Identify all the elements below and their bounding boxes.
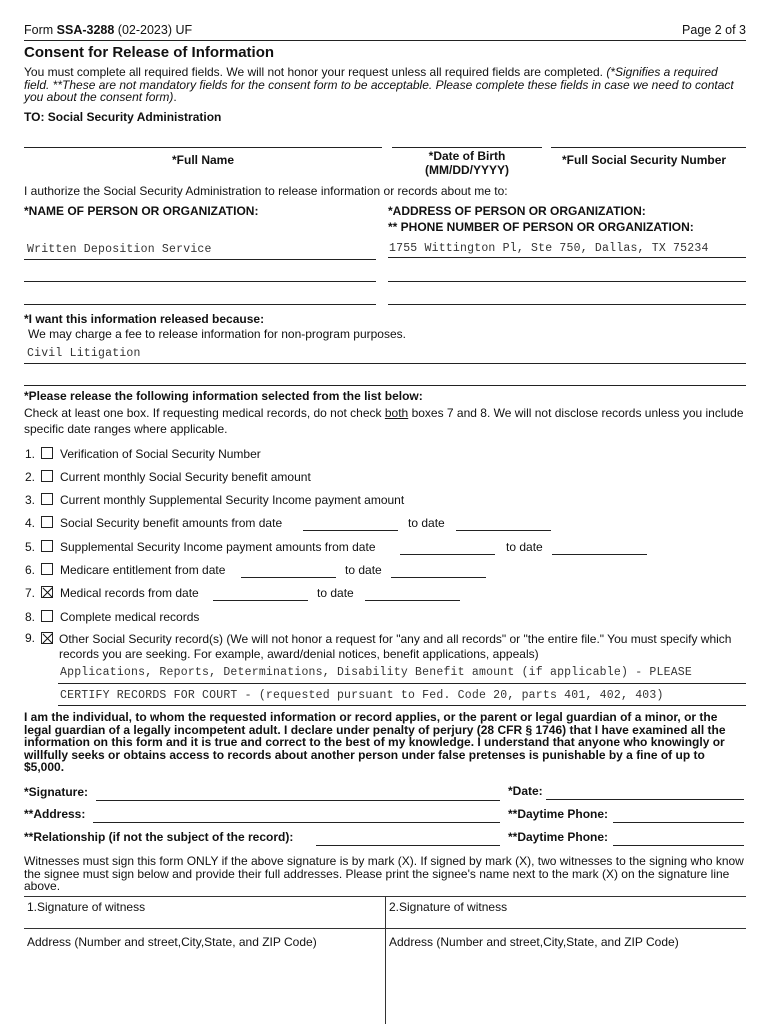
other-records-field-2[interactable] xyxy=(58,705,746,706)
item-5-from-date[interactable] xyxy=(400,554,495,555)
recipient-phone-label: ** PHONE NUMBER OF PERSON OR ORGANIZATION: xyxy=(388,220,694,234)
item-1-label: Verification of Social Security Number xyxy=(60,447,261,461)
full-name-field[interactable] xyxy=(24,147,382,148)
form-number: SSA-3288 xyxy=(56,23,115,37)
recipient-address-value: 1755 Wittington Pl, Ste 750, Dallas, TX 75234 xyxy=(389,242,709,255)
item-6-checkbox[interactable] xyxy=(41,563,53,575)
release-instr-1: Check at least one box. If requesting medical records, do not check xyxy=(24,406,385,420)
item-1-number: 1. xyxy=(25,447,36,461)
form-version: (02-2023) UF xyxy=(114,23,193,37)
witness-2-address-cell[interactable]: Address (Number and street,City,State, and ZIP Code) xyxy=(389,935,679,949)
recipient-address-label: *ADDRESS OF PERSON OR ORGANIZATION: xyxy=(388,204,646,218)
recipient-name-field-1[interactable] xyxy=(24,259,376,260)
intro-end: . xyxy=(173,90,177,104)
item-7-checkbox[interactable] xyxy=(41,586,53,598)
item-4-to-date[interactable] xyxy=(456,530,551,531)
item-4-number: 4. xyxy=(25,516,36,530)
date-label: *Date: xyxy=(508,784,543,798)
relationship-field[interactable] xyxy=(316,845,500,846)
date-field[interactable] xyxy=(546,799,744,800)
item-7-label: Medical records from date xyxy=(60,586,199,600)
dob-field[interactable] xyxy=(392,147,542,148)
item-4-checkbox[interactable] xyxy=(41,516,53,528)
item-4-from-date[interactable] xyxy=(303,530,398,531)
form-prefix: Form xyxy=(24,23,57,37)
dob-label-line-1: *Date of Birth xyxy=(428,149,506,163)
item-7-to-date-label: to date xyxy=(317,586,354,600)
item-8-label: Complete medical records xyxy=(60,610,200,624)
release-instr-2: boxes 7 and 8. We will not disclose records unless you include specific date ranges where applicable. xyxy=(24,406,744,436)
page-number: Page 2 of 3 xyxy=(682,23,746,37)
item-3-label: Current monthly Supplemental Security Income payment amount xyxy=(60,493,405,507)
authorize-text: I authorize the Social Security Administration to release information or records about me to: xyxy=(24,184,508,198)
intro-italic: (*Signifies a required field. **These are not mandatory fields for the consent form to be acceptable. Please complete these fields in case we need to contact you about the consent form) xyxy=(24,65,734,104)
full-name-label: *Full Name xyxy=(172,153,235,167)
witness-table-divider xyxy=(385,896,386,1024)
form-title: Consent for Release of Information xyxy=(24,44,275,61)
to-line: TO: Social Security Administration xyxy=(24,110,222,124)
item-5-to-date-label: to date xyxy=(506,540,543,554)
item-2-label: Current monthly Social Security benefit amount xyxy=(60,470,311,484)
item-3-number: 3. xyxy=(25,493,36,507)
signature-field[interactable] xyxy=(96,800,500,801)
other-records-field-1[interactable] xyxy=(58,683,746,684)
daytime-phone-field-2[interactable] xyxy=(613,845,744,846)
address-field[interactable] xyxy=(93,822,500,823)
witness-2-signature-cell[interactable]: 2.Signature of witness xyxy=(389,900,508,914)
relationship-label: **Relationship (if not the subject of the record): xyxy=(24,830,294,844)
item-6-number: 6. xyxy=(25,563,36,577)
declaration-text: I am the individual, to whom the requested information or record applies, or the parent or legal guardian of a minor, or the legal guardian of a legally incompetent adult. I declare under penalty of perjury (28 CFR § 1746) that I have examined all the information on this form and it is true and correct to the best of my knowledge. I understand that anyone who knowingly or willfully seeks or obtains access to records about another person under false pretenses is punishable by a fine of up to $5,000. xyxy=(24,710,726,774)
intro-normal: You must complete all required fields. We will not honor your request unless all required fields are completed. xyxy=(24,65,607,79)
item-5-to-date[interactable] xyxy=(552,554,647,555)
dob-label-line-2: (MM/DD/YYYY) xyxy=(425,163,509,177)
witness-row-divider xyxy=(24,928,746,929)
recipient-address-field-3[interactable] xyxy=(388,304,746,305)
item-8-checkbox[interactable] xyxy=(41,610,53,622)
reason-field-2[interactable] xyxy=(24,385,746,386)
release-instructions xyxy=(24,405,746,437)
reason-note: We may charge a fee to release information for non-program purposes. xyxy=(28,327,406,341)
item-4-label: Social Security benefit amounts from date xyxy=(60,516,283,530)
daytime-phone-label-2: **Daytime Phone: xyxy=(508,830,609,844)
item-5-label: Supplemental Security Income payment amounts from date xyxy=(60,540,376,554)
header-divider xyxy=(24,40,746,41)
item-7-number: 7. xyxy=(25,586,36,600)
item-7-to-date[interactable] xyxy=(365,600,460,601)
item-5-number: 5. xyxy=(25,540,36,554)
daytime-phone-field-1[interactable] xyxy=(613,822,744,823)
recipient-name-field-3[interactable] xyxy=(24,304,376,305)
witness-1-signature-cell[interactable]: 1.Signature of witness xyxy=(27,900,146,914)
dob-label xyxy=(392,149,542,177)
reason-label: *I want this information released because: xyxy=(24,312,265,326)
item-5-checkbox[interactable] xyxy=(41,540,53,552)
item-6-to-date[interactable] xyxy=(391,577,486,578)
ssn-field[interactable] xyxy=(551,147,746,148)
form-id xyxy=(24,23,192,37)
witness-1-address-cell[interactable]: Address (Number and street,City,State, and ZIP Code) xyxy=(27,935,317,949)
ssn-label: *Full Social Security Number xyxy=(562,153,727,167)
item-8-number: 8. xyxy=(25,610,36,624)
daytime-phone-label-1: **Daytime Phone: xyxy=(508,807,609,821)
recipient-name-value: Written Deposition Service xyxy=(27,243,212,256)
recipient-name-label: *NAME OF PERSON OR ORGANIZATION: xyxy=(24,204,259,218)
other-records-line-1: Applications, Reports, Determinations, Disability Benefit amount (if applicable) - PLEASE xyxy=(60,666,692,679)
item-2-number: 2. xyxy=(25,470,36,484)
recipient-address-field-2[interactable] xyxy=(388,281,746,282)
recipient-name-field-2[interactable] xyxy=(24,281,376,282)
item-3-checkbox[interactable] xyxy=(41,493,53,505)
other-records-line-2: CERTIFY RECORDS FOR COURT - (requested pursuant to Fed. Code 20, parts 401, 402, 403) xyxy=(60,689,664,702)
item-9-number: 9. xyxy=(25,631,36,645)
intro-text xyxy=(24,66,746,104)
item-6-to-date-label: to date xyxy=(345,563,382,577)
item-7-from-date[interactable] xyxy=(213,600,308,601)
release-instr-both: both xyxy=(384,406,409,420)
item-2-checkbox[interactable] xyxy=(41,470,53,482)
item-4-to-date-label: to date xyxy=(408,516,445,530)
reason-field-1[interactable] xyxy=(24,363,746,364)
signature-label: *Signature: xyxy=(24,785,89,799)
address-label: **Address: xyxy=(24,807,86,821)
item-9-checkbox[interactable] xyxy=(41,632,53,644)
witness-instructions: Witnesses must sign this form ONLY if the above signature is by mark (X). If signed by mark (X), two witnesses to the signing who know the signee must sign below and provide their full addresses. Please print the signee's name next to the mark (X) on the signature line above. xyxy=(24,854,744,893)
release-label: *Please release the following information selected from the list below: xyxy=(24,389,423,403)
item-6-label: Medicare entitlement from date xyxy=(60,563,226,577)
reason-value: Civil Litigation xyxy=(27,347,141,360)
item-6-from-date[interactable] xyxy=(241,577,336,578)
item-9-label: Other Social Security record(s) (We will not honor a request for "any and all records" or "the entire file." You must specify which records you are seeking. For example, award/denial notices, benefit applications, appeals) xyxy=(59,632,732,661)
recipient-address-field-1[interactable] xyxy=(388,257,746,258)
item-1-checkbox[interactable] xyxy=(41,447,53,459)
